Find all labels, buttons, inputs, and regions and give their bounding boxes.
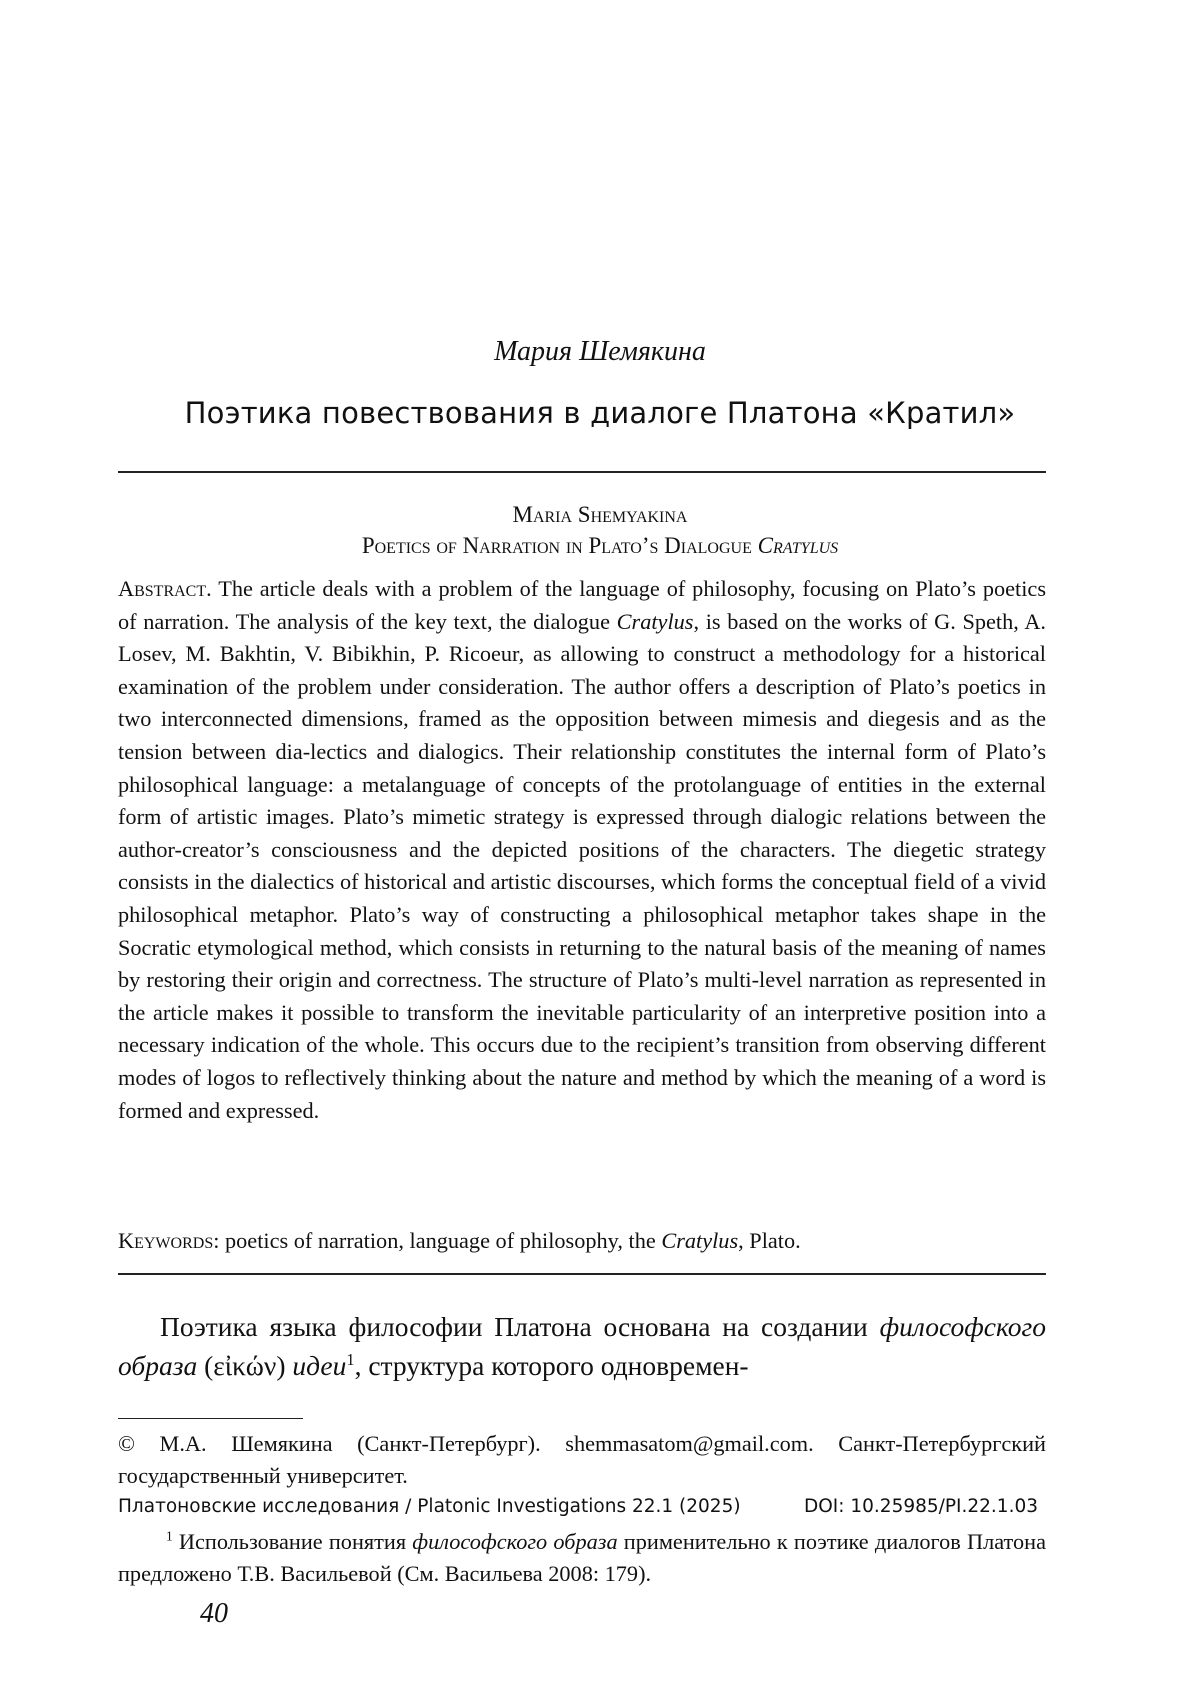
body-text-1: Поэтика языка философии Платона основана на создании — [160, 1311, 880, 1342]
abstract — [118, 573, 1046, 1127]
abstract-text-1: The article deals with a problem of the language of philosophy, focusing on Plato’s poetics of narration. The analysis of the key text, the dialogue — [118, 576, 1046, 634]
title-en-text: Poetics of Narration in Plato’s Dialogue — [361, 533, 758, 558]
footnote-1-text-1: Использование понятия — [172, 1529, 413, 1554]
journal-name: Платоновские исследования / Platonic Investigations 22.1 (2025) — [118, 1496, 741, 1517]
top-divider — [118, 471, 1046, 473]
keywords-text-1: poetics of narration, language of philosophy, the — [219, 1228, 662, 1253]
abstract-text-2: , is based on the works of G. Speth, A. Losev, M. Bakhtin, V. Bibikhin, P. Ricoeur, as allowing to construct a methodology for a historical examination of the problem under consideration. The author offers a description of Plato’s poetics in two interconnected dimensions, framed as the opposition between mimesis and diegesis and as the tension between dia-lectics and dialogics. Their relationship constitutes the internal form of Plato’s philosophical language: a metalanguage of concepts of the protolanguage of entities in the external form of artistic images. Plato’s mimetic strategy is expressed through dialogic relations between the author-creator’s consciousness and the depicted positions of the characters. The diegetic strategy consists in the dialectics of historical and artistic discourses, which forms the conceptual field of a vivid philosophical metaphor. Plato’s way of constructing a philosophical metaphor takes shape in the Socratic etymological method, which consists in returning to the natural basis of the meaning of names by restoring their origin and correctness. The structure of Plato’s multi-level narration as represented in the article makes it possible to transform the inevitable particularity of an interpretive position into a necessary indication of the whole. This occurs due to the recipient’s transition from observing different modes of logos to reflectively thinking about the nature and method by which the meaning of a word is formed and expressed. — [118, 608, 1046, 1123]
page-number: 40 — [200, 1598, 228, 1629]
keywords-text-2: , Plato. — [738, 1228, 801, 1253]
body-text-2: (εἰκών) — [197, 1349, 293, 1381]
footnote-ref-1[interactable]: 1 — [346, 1349, 355, 1369]
author-name-en: Maria Shemyakina — [512, 502, 688, 527]
footnote-1-italic: философского образа — [412, 1529, 618, 1554]
body-italic-philosophical-image: философского образа — [118, 1311, 1046, 1381]
footnote-divider — [118, 1418, 303, 1419]
keywords — [118, 1225, 1046, 1258]
title-en-italic: Cratylus — [757, 533, 839, 558]
article-title-en — [0, 533, 1200, 559]
body-text-3: , структура которого одновремен- — [354, 1349, 749, 1381]
bottom-divider — [118, 1273, 1046, 1275]
keywords-italic-cratylus: Cratylus — [661, 1228, 739, 1253]
footnote-1 — [118, 1526, 1046, 1590]
doi[interactable]: DOI: 10.25985/PI.22.1.03 — [804, 1496, 1038, 1517]
keywords-label: Keywords: — [118, 1228, 220, 1253]
footnote-1-text-2: применительно к поэтике диалогов Платона предложено Т.В. Васильевой (См. Васильева 2008: 179). — [118, 1529, 1046, 1586]
footnote-1-mark: 1 — [166, 1528, 173, 1544]
author-name-ru: Мария Шемякина — [494, 336, 706, 367]
abstract-label: Abstract. — [118, 576, 212, 601]
article-title-ru: Поэтика повествования в диалоге Платона «Кратил» — [184, 396, 1016, 430]
abstract-italic-cratylus: Cratylus — [616, 608, 694, 634]
journal-info-line — [118, 1496, 1038, 1517]
body-italic-idea: идеи — [292, 1349, 347, 1381]
body-paragraph — [118, 1308, 1046, 1385]
author-affiliation-note: © М.А. Шемякина (Санкт-Петербург). shemmasatom@gmail.com. Санкт-Петербургский государственный университет. — [118, 1431, 1046, 1488]
